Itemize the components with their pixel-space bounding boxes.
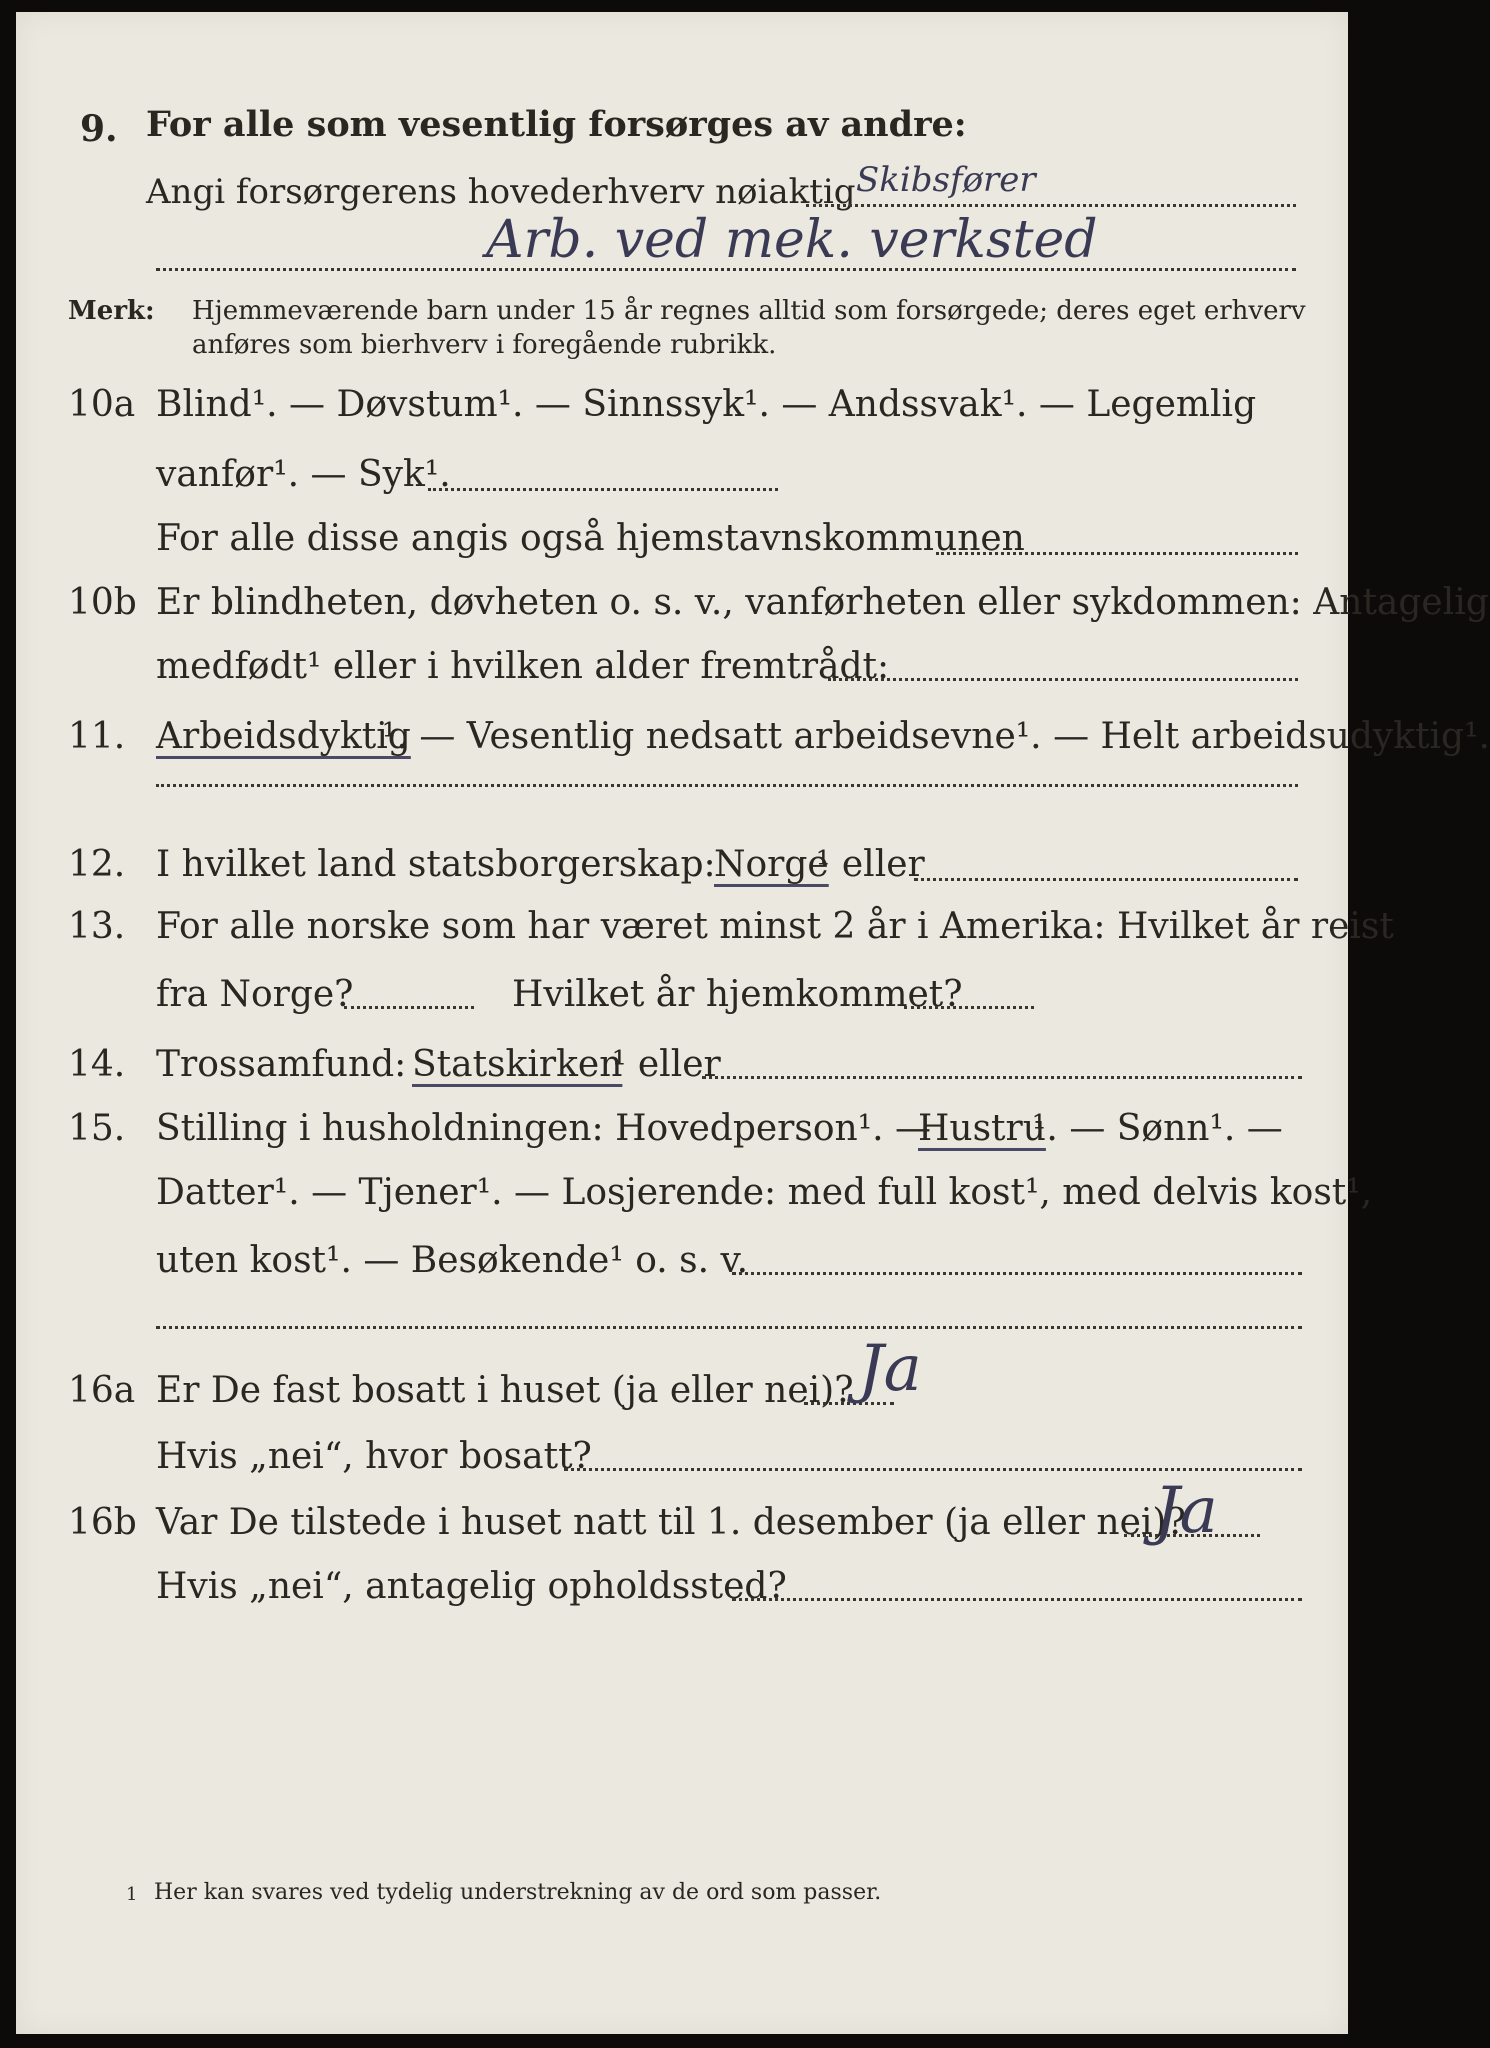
q15-answer-line: [732, 1272, 1302, 1275]
q15-hustru-underlined: Hustru: [918, 1108, 1046, 1149]
q9-number: 9.: [80, 108, 118, 150]
q15-line-1a: Stilling i husholdningen: Hovedperson¹. —: [156, 1108, 932, 1149]
merk-line-2: anføres som bierhverv i foregående rubrikk.: [192, 330, 777, 360]
q10a-syk-line: [428, 488, 778, 491]
q13-reist-line: [344, 1006, 474, 1009]
q9-occupation-line: [806, 204, 1296, 207]
q16a-handwritten-answer: Ja: [858, 1332, 922, 1406]
q16b-handwritten-answer: Ja: [1154, 1474, 1218, 1548]
q16b-opholdssted-line: [732, 1598, 1302, 1601]
q9-handwritten-workplace: Arb. ved mek. verksted: [486, 210, 1098, 270]
q15-line-2: Datter¹. — Tjener¹. — Losjerende: med full kost¹, med delvis kost¹,: [156, 1172, 1373, 1213]
q14-number: 14.: [68, 1044, 126, 1085]
q13-hjemkommet-label: Hvilket år hjemkommet?: [512, 974, 963, 1015]
q15-number: 15.: [68, 1108, 126, 1149]
q10a-line-2: vanfør¹. — Syk¹.: [156, 454, 451, 495]
q16b-number: 16b: [68, 1502, 137, 1543]
q9-handwritten-occupation: Skibsfører: [856, 160, 1036, 200]
q10a-hjemstavn-line: [936, 552, 1298, 555]
q16b-line-2: Hvis „nei“, antagelig opholdssted?: [156, 1566, 787, 1607]
q13-number: 13.: [68, 906, 126, 947]
q14-answer-line: [702, 1076, 1302, 1079]
q16a-line-1: Er De fast bosatt i huset (ja eller nei)?: [156, 1370, 854, 1411]
q16a-number: 16a: [68, 1370, 136, 1411]
q14-statskirken-underlined: Statskirken: [412, 1044, 623, 1085]
q13-reist-label: fra Norge?: [156, 974, 354, 1015]
q12-number: 12.: [68, 844, 126, 885]
census-form-page: [16, 12, 1490, 2034]
q10a-number: 10a: [68, 384, 136, 425]
merk-line-1: Hjemmeværende barn under 15 år regnes alltid som forsørgede; deres eget erhverv: [192, 296, 1306, 326]
q11-answer-line: [156, 784, 1298, 787]
q10b-line-1: Er blindheten, døvheten o. s. v., vanførheten eller sykdommen: Antagelig: [156, 582, 1489, 623]
q13-hjemkommet-line: [904, 1006, 1034, 1009]
footnote-text: Her kan svares ved tydelig understrekning av de ord som passer.: [154, 1880, 882, 1905]
q10b-line-2: medfødt¹ eller i hvilken alder fremtrådt:: [156, 646, 890, 687]
q14-eller: ¹ eller: [612, 1044, 721, 1085]
q11-arbeidsdyktig-underlined: Arbeidsdyktig: [156, 716, 411, 757]
footnote-mark: 1: [126, 1884, 138, 1905]
q12-norge-underlined: Norge: [714, 844, 829, 885]
q10b-age-line: [828, 678, 1298, 681]
q9-heading: For alle som vesentlig forsørges av andre:: [146, 104, 967, 145]
q15-line-1b: ¹. — Sønn¹. —: [1032, 1108, 1283, 1149]
q15-extra-line: [156, 1326, 1302, 1329]
q11-number: 11.: [68, 716, 126, 757]
q14-label: Trossamfund:: [156, 1044, 407, 1085]
q16a-line-2: Hvis „nei“, hvor bosatt?: [156, 1436, 592, 1477]
q12-answer-line: [914, 878, 1298, 881]
q11-line-1-rest: ¹. — Vesentlig nedsatt arbeidsevne¹. — Helt arbeidsudyktig¹.: [382, 716, 1490, 757]
q9-occupation-label: Angi forsørgerens hovederhverv nøiaktig: [146, 172, 856, 212]
q16b-line-1: Var De tilstede i huset natt til 1. desember (ja eller nei)?: [156, 1502, 1186, 1543]
merk-label: Merk:: [68, 296, 155, 326]
q12-label: I hvilket land statsborgerskap:: [156, 844, 716, 885]
q10a-line-1: Blind¹. — Døvstum¹. — Sinnssyk¹. — Andssvak¹. — Legemlig: [156, 384, 1257, 425]
q12-eller: ¹ eller: [816, 844, 925, 885]
q16a-bosatt-line: [564, 1468, 1302, 1471]
q15-line-3: uten kost¹. — Besøkende¹ o. s. v.: [156, 1240, 749, 1281]
q13-line-1: For alle norske som har været minst 2 år i Amerika: Hvilket år reist: [156, 906, 1394, 947]
q10b-number: 10b: [68, 582, 137, 623]
q10a-line-3: For alle disse angis også hjemstavnskommunen: [156, 518, 1025, 559]
